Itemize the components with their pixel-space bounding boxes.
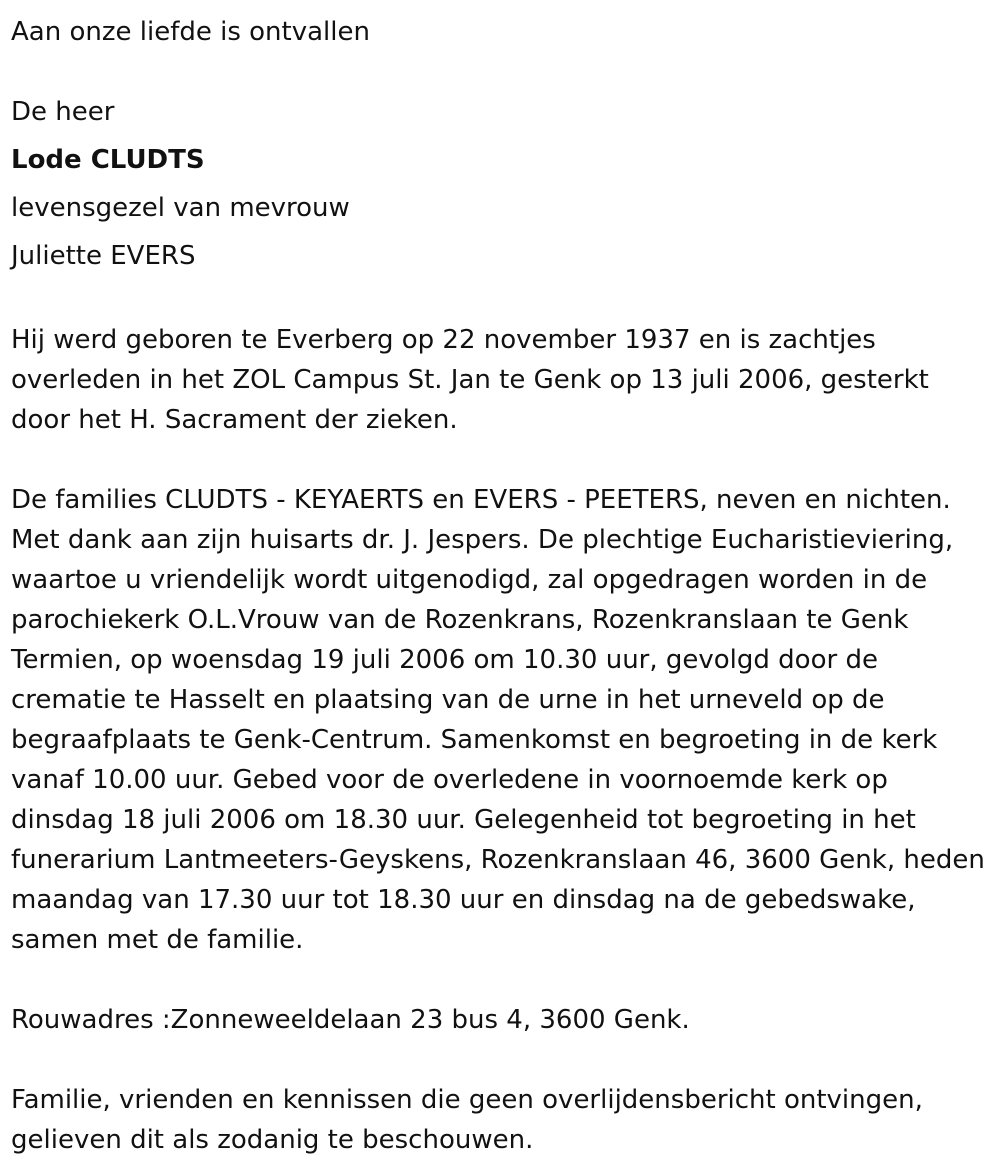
birth-paragraph: Hij werd geboren te Everberg op 22 november 1937 en is zachtjes overleden in het ZOL Campus St. Jan te Genk op 13 juli 2006, gesterkt door het H. Sacrament der zieken.	[11, 325, 929, 435]
closing-paragraph: Familie, vrienden en kennissen die geen overlijdensbericht ontvingen, gelieven dit als zodanig te beschouwen.	[11, 1085, 923, 1155]
deceased-name: Lode CLUDTS	[11, 145, 205, 175]
partner-name: Juliette EVERS	[11, 241, 196, 271]
families-paragraph: De families CLUDTS - KEYAERTS en EVERS - PEETERS, neven en nichten. Met dank aan zijn huisarts dr. J. Jespers. De plechtige Eucharistieviering, waartoe u vriendelijk wordt uitgenodigd, zal opgedragen worden in de parochiekerk O.L.Vrouw van de Rozenkrans, Rozenkranslaan te Genk Termien, op woensdag 19 juli 2006 om 10.30 uur, gevolgd door de crematie te Hasselt en plaatsing van de urne in het urneveld op de begraafplaats te Genk-Centrum. Samenkomst en begroeting in de kerk vanaf 10.00 uur. Gebed voor de overledene in voornoemde kerk op dinsdag 18 juli 2006 om 18.30 uur. Gelegenheid tot begroeting in het funerarium Lantmeeters-Geyskens, Rozenkranslaan 46, 3600 Genk, heden maandag van 17.30 uur tot 18.30 uur en dinsdag na de gebedswake, samen met de familie.	[11, 485, 985, 955]
title-prefix: De heer	[11, 97, 115, 127]
relation-line: levensgezel van mevrouw	[11, 193, 350, 223]
address-paragraph: Rouwadres :Zonneweeldelaan 23 bus 4, 3600 Genk.	[11, 1005, 690, 1035]
intro-line: Aan onze liefde is ontvallen	[11, 17, 370, 47]
